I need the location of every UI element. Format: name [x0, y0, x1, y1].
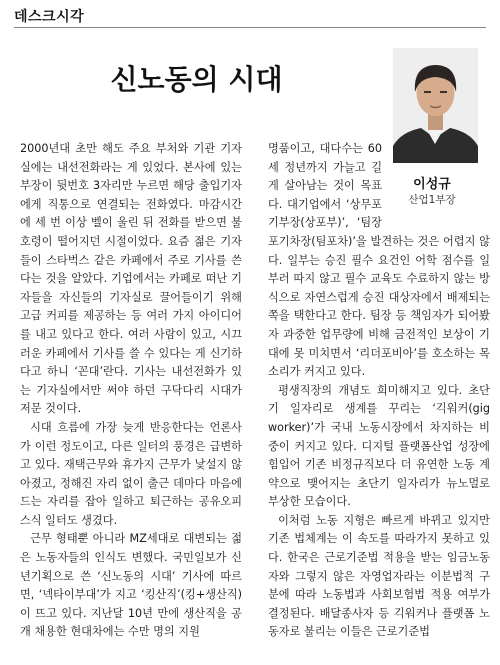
author-title: 산업1부장: [408, 194, 456, 206]
section-label: 데스크시각: [14, 9, 85, 25]
paragraph: 이처럼 노동 지형은 빠르게 바뀌고 있지만 기존 법체계는 이 속도를 따라가지 못하고 있다. 한국은 근로기준법 적용을 받는 임금노동자와 그렇지 않은 자영업자라는 이분법적 구분에 따라 노동법과 사회보험법 적용 여부가 결정된다. 배달종사자 등 긱워커나 플랫폼 노동자로 불리는 이들은 근로기준법: [268, 513, 490, 639]
body-column-right: [268, 140, 490, 665]
top-divider: [14, 27, 486, 28]
body-column-left: [20, 140, 242, 665]
paragraph: 평생직장의 개념도 희미해지고 있다. 초단기 일자리로 생계를 꾸리는 ‘긱워커(gig worker)’가 국내 노동시장에서 차지하는 비중이 커지고 있다. 디지털 플랫폼산업 성장에 힘입어 기존 비정규직보다 더 유연한 노동 계약으로 맺어지는 초단기 일자리가 뉴노멀로 부상한 모습이다.: [268, 383, 490, 509]
article-title: 신노동의 시대: [110, 63, 283, 96]
paragraph: 명품이고, 대다수는 60세 정년까지 가늘고 길게 살아남는 것이 목표다. 대기업에서 ‘상무포기부장(상포부)’, ‘팀장포기차장(팀포차)’을 발견하는 것은 어렵지 않다. 일부는 승진 필수 요건인 어학 점수를 일부러 따지 않고 필수 교육도 수료하지 않는 방식으로 자연스럽게 승진 대상자에서 배제되는 쪽을 택한다고 한다. 팀장 등 책임자가 되어봤자 과중한 업무량에 비해 금전적인 보상이 기대에 못 미치면서 ‘리더포비아’를 호소하는 목소리가 커지고 있다.: [268, 142, 490, 379]
article-body: [20, 140, 490, 665]
author-name: 이성규: [413, 177, 451, 192]
paragraph: 시대 흐름에 가장 늦게 반응한다는 언론사가 이런 정도이고, 다른 일터의 풍경은 급변하고 있다. 재택근무와 휴가지 근무가 낯설지 않아졌고, 정해진 자리 없이 출근 데마다 마음에 드는 자리를 잡아 일하고 퇴근하는 공유오피스식 일터도 생겼다.: [20, 420, 242, 527]
paragraph: 2000년대 초만 해도 주요 부처와 기관 기자실에는 내선전화라는 게 있었다. 본사에 있는 부장이 뒷번호 3자리만 누르면 해당 출입기자에게 직통으로 연결되는 전화였다. 마감시간에 세 번 이상 벨이 울린 뒤 전화를 받으면 불호령이 떨어지던 시절이었다. 요즘 젊은 기자들이 스타벅스 같은 카페에서 주로 기사를 쓴다는 것을 알았다. 기업에서는 카페로 떠난 기자들을 자신들의 기자실로 끌어들이기 위해 고급 커피를 제공하는 등 여러 가지 아이디어를 내고 있다고 한다. 여러 사람이 있고, 시끄러운 카페에서 기사를 쓸 수 있다는 게 신기하다고 하니 ‘꼰대’란다. 기사는 내선전화가 있는 기자실에서만 써야 하던 구닥다리 시대가 저문 것이다.: [20, 142, 242, 416]
paragraph: 근무 형태뿐 아니라 MZ세대로 대변되는 젊은 노동자들의 인식도 변했다. 국민일보가 신년기획으로 쓴 ‘신노동의 시대’ 기사에 따르면, ‘넥타이부대’가 지고 ‘킹산직’(킹+생산직)이 뜨고 있다. 지난달 10년 만에 생산직을 공개 채용한 현대차에는 수만 명의 지원: [20, 532, 242, 639]
author-box-spacer: [382, 140, 490, 215]
